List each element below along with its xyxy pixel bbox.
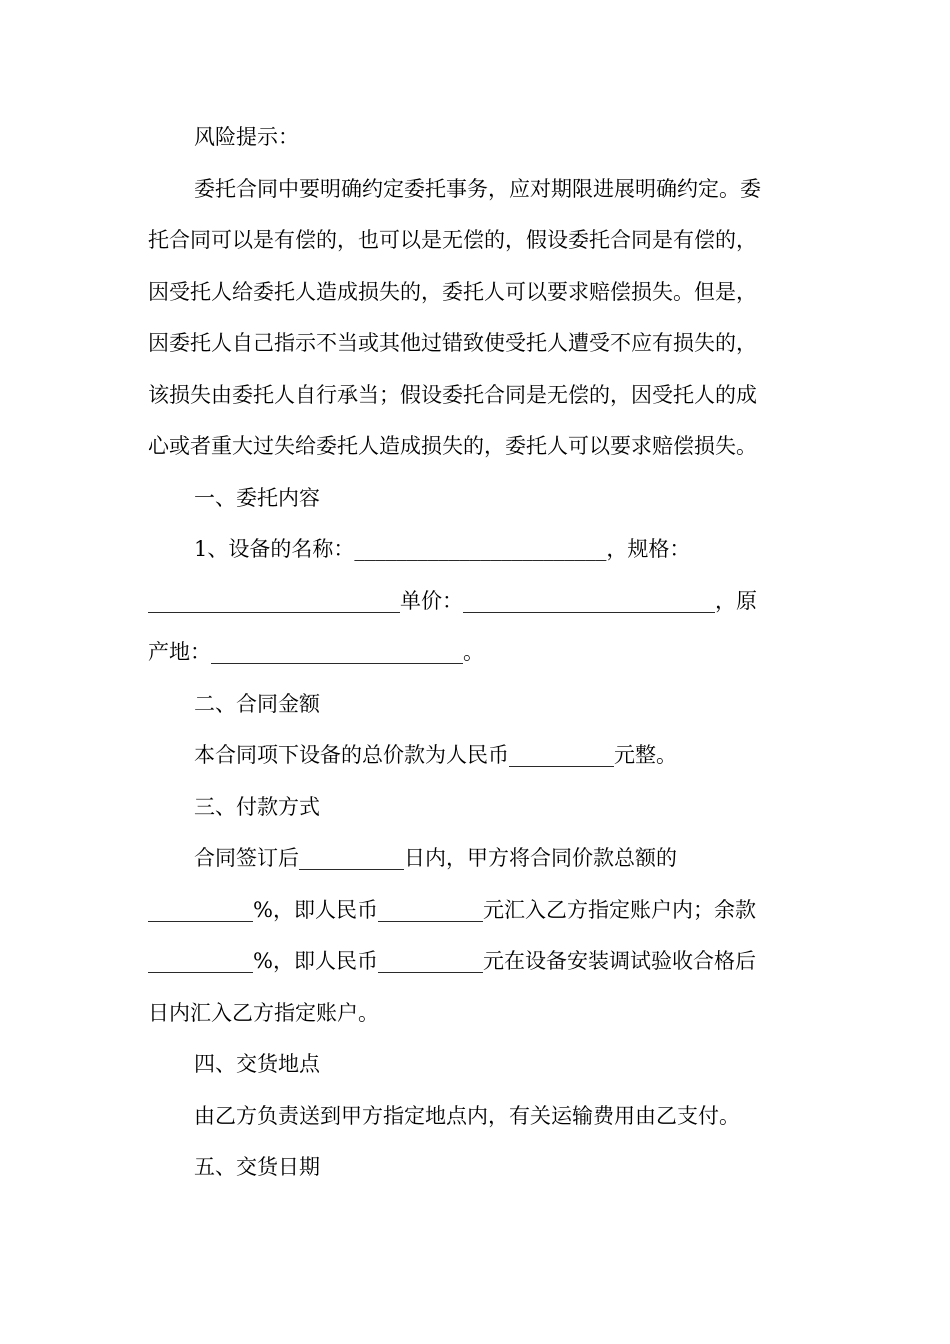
paragraph-line: __________%，即人民币__________元在设备安装调试验收合格后 — [148, 949, 756, 973]
paragraph-line: ________________________单价：________________________，原 — [148, 588, 757, 613]
paragraph-line: 日内汇入乙方指定账户。 — [148, 1000, 379, 1025]
paragraph-line: 委托合同中要明确约定委托事务，应对期限进展明确约定。委 — [194, 176, 761, 201]
section-heading: 四、交货地点 — [194, 1052, 320, 1076]
paragraph-line: 由乙方负责送到甲方指定地点内，有关运输费用由乙支付。 — [194, 1103, 740, 1128]
paragraph-line: 该损失由委托人自行承当；假设委托合同是无偿的，因受托人的成 — [148, 382, 757, 407]
section-heading: 一、委托内容 — [194, 485, 320, 510]
paragraph-line: 托合同可以是有偿的，也可以是无偿的，假设委托合同是有偿的， — [148, 228, 757, 252]
paragraph-line: 心或者重大过失给委托人造成损失的，委托人可以要求赔偿损失。 — [148, 434, 757, 458]
paragraph-line: 因委托人自己指示不当或其他过错致使受托人遭受不应有损失的， — [148, 331, 757, 355]
paragraph-line: 1、设备的名称：________________________，规格： — [194, 537, 691, 561]
paragraph-line: 产地：________________________。 — [148, 640, 484, 664]
risk-notice-heading: 风险提示： — [194, 125, 299, 149]
section-heading: 五、交货日期 — [194, 1155, 320, 1179]
paragraph-line: 本合同项下设备的总价款为人民币__________元整。 — [194, 743, 677, 767]
section-heading: 三、付款方式 — [194, 794, 320, 819]
document-page — [148, 112, 800, 1194]
paragraph-line: __________%，即人民币__________元汇入乙方指定账户内；余款 — [148, 897, 756, 922]
section-heading: 二、合同金额 — [194, 691, 320, 716]
paragraph-line: 合同签订后__________日内，甲方将合同价款总额的 — [194, 846, 677, 870]
paragraph-line: 因受托人给委托人造成损失的，委托人可以要求赔偿损失。但是， — [148, 279, 757, 304]
